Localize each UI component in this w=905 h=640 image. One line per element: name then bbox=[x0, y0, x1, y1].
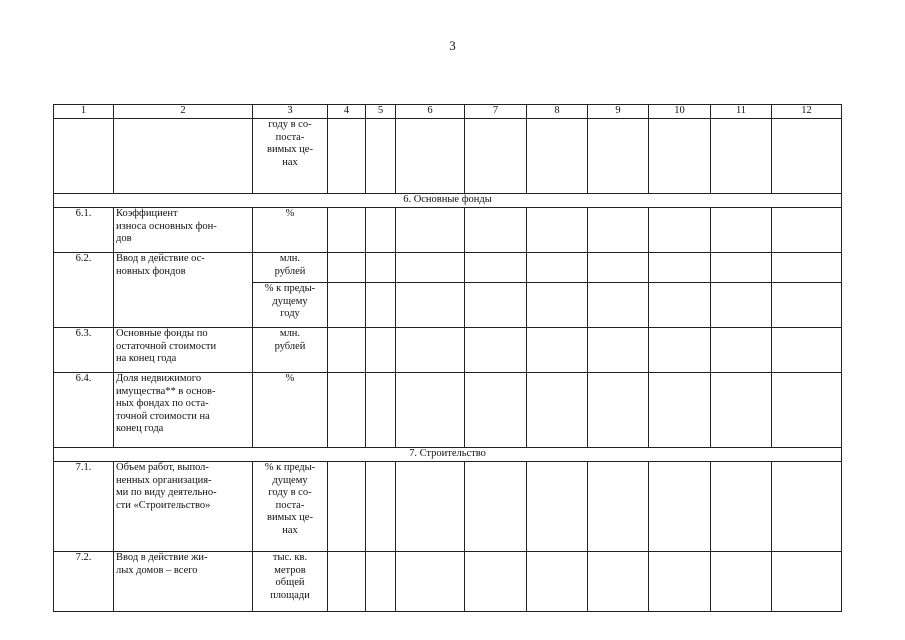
value-cell bbox=[366, 328, 396, 373]
indicator-name: Ввод в действие ос- новных фондов bbox=[114, 253, 253, 328]
value-cell bbox=[396, 373, 465, 448]
value-cell bbox=[366, 283, 396, 328]
value-cell bbox=[711, 462, 772, 552]
column-header: 9 bbox=[588, 105, 649, 119]
value-cell bbox=[465, 462, 527, 552]
value-cell bbox=[772, 253, 842, 283]
value-cell bbox=[711, 208, 772, 253]
value-cell bbox=[465, 552, 527, 612]
value-cell bbox=[649, 373, 711, 448]
column-header: 2 bbox=[114, 105, 253, 119]
row-number: 7.1. bbox=[54, 462, 114, 552]
value-cell bbox=[772, 119, 842, 194]
value-cell bbox=[711, 283, 772, 328]
value-cell bbox=[328, 119, 366, 194]
value-cell bbox=[588, 283, 649, 328]
column-header: 3 bbox=[253, 105, 328, 119]
value-cell bbox=[366, 119, 396, 194]
value-cell bbox=[366, 552, 396, 612]
value-cell bbox=[588, 373, 649, 448]
value-cell bbox=[366, 462, 396, 552]
value-cell bbox=[366, 373, 396, 448]
unit-of-measure: % к преды- дущему году в со- поста- вимых це- нах bbox=[253, 462, 328, 552]
row-number: 6.1. bbox=[54, 208, 114, 253]
value-cell bbox=[649, 119, 711, 194]
indicator-name: Основные фонды по остаточной стоимости на конец года bbox=[114, 328, 253, 373]
value-cell bbox=[527, 373, 588, 448]
row-number: 6.2. bbox=[54, 253, 114, 328]
value-cell bbox=[772, 462, 842, 552]
value-cell bbox=[588, 253, 649, 283]
value-cell bbox=[772, 283, 842, 328]
value-cell bbox=[396, 119, 465, 194]
indicator-name: Ввод в действие жи- лых домов – всего bbox=[114, 552, 253, 612]
column-header: 7 bbox=[465, 105, 527, 119]
value-cell bbox=[527, 328, 588, 373]
value-cell bbox=[527, 462, 588, 552]
column-header: 6 bbox=[396, 105, 465, 119]
value-cell bbox=[465, 253, 527, 283]
row-number bbox=[54, 119, 114, 194]
value-cell bbox=[649, 253, 711, 283]
row-number: 6.4. bbox=[54, 373, 114, 448]
column-header: 8 bbox=[527, 105, 588, 119]
row-number: 7.2. bbox=[54, 552, 114, 612]
value-cell bbox=[527, 119, 588, 194]
value-cell bbox=[527, 253, 588, 283]
value-cell bbox=[527, 283, 588, 328]
value-cell bbox=[328, 283, 366, 328]
row-number: 6.3. bbox=[54, 328, 114, 373]
value-cell bbox=[328, 253, 366, 283]
value-cell bbox=[588, 552, 649, 612]
column-header: 11 bbox=[711, 105, 772, 119]
unit-of-measure: млн. рублей bbox=[253, 253, 328, 283]
value-cell bbox=[465, 119, 527, 194]
value-cell bbox=[527, 552, 588, 612]
value-cell bbox=[711, 552, 772, 612]
column-header: 12 bbox=[772, 105, 842, 119]
unit-of-measure: % bbox=[253, 373, 328, 448]
table-row bbox=[54, 462, 842, 552]
value-cell bbox=[465, 208, 527, 253]
value-cell bbox=[649, 283, 711, 328]
value-cell bbox=[396, 208, 465, 253]
value-cell bbox=[711, 373, 772, 448]
value-cell bbox=[649, 552, 711, 612]
value-cell bbox=[396, 283, 465, 328]
section-title: 6. Основные фонды bbox=[54, 194, 842, 208]
value-cell bbox=[588, 328, 649, 373]
value-cell bbox=[396, 462, 465, 552]
value-cell bbox=[772, 208, 842, 253]
indicator-name bbox=[114, 119, 253, 194]
table-row bbox=[54, 552, 842, 612]
table-row bbox=[54, 253, 842, 283]
table-row bbox=[54, 328, 842, 373]
value-cell bbox=[328, 208, 366, 253]
table-row bbox=[54, 208, 842, 253]
value-cell bbox=[711, 253, 772, 283]
value-cell bbox=[366, 253, 396, 283]
table-row bbox=[54, 373, 842, 448]
value-cell bbox=[465, 283, 527, 328]
indicator-table bbox=[53, 104, 842, 612]
unit-of-measure: млн. рублей bbox=[253, 328, 328, 373]
value-cell bbox=[772, 328, 842, 373]
value-cell bbox=[328, 373, 366, 448]
column-header: 5 bbox=[366, 105, 396, 119]
value-cell bbox=[649, 208, 711, 253]
column-header: 1 bbox=[54, 105, 114, 119]
page-number: 3 bbox=[449, 38, 456, 53]
table-row bbox=[54, 119, 842, 194]
value-cell bbox=[772, 552, 842, 612]
value-cell bbox=[396, 328, 465, 373]
value-cell bbox=[527, 208, 588, 253]
value-cell bbox=[649, 328, 711, 373]
value-cell bbox=[711, 119, 772, 194]
value-cell bbox=[465, 373, 527, 448]
unit-of-measure: году в со- поста- вимых це- нах bbox=[253, 119, 328, 194]
indicator-name: Объем работ, выпол- ненных организация- ми по виду деятельно- сти «Строительство» bbox=[114, 462, 253, 552]
value-cell bbox=[588, 208, 649, 253]
value-cell bbox=[328, 462, 366, 552]
value-cell bbox=[328, 328, 366, 373]
section-title: 7. Строительство bbox=[54, 448, 842, 462]
indicator-name: Доля недвижимого имущества** в основ- ных фондах по оста- точной стоимости на конец года bbox=[114, 373, 253, 448]
indicator-name: Коэффициент износа основных фон- дов bbox=[114, 208, 253, 253]
value-cell bbox=[396, 552, 465, 612]
value-cell bbox=[328, 552, 366, 612]
value-cell bbox=[366, 208, 396, 253]
section-row bbox=[54, 194, 842, 208]
value-cell bbox=[465, 328, 527, 373]
value-cell bbox=[588, 462, 649, 552]
value-cell bbox=[649, 462, 711, 552]
column-header: 4 bbox=[328, 105, 366, 119]
value-cell bbox=[396, 253, 465, 283]
value-cell bbox=[772, 373, 842, 448]
value-cell bbox=[711, 328, 772, 373]
value-cell bbox=[588, 119, 649, 194]
column-header: 10 bbox=[649, 105, 711, 119]
column-header-row bbox=[54, 105, 842, 119]
unit-of-measure: % bbox=[253, 208, 328, 253]
unit-of-measure: % к преды- дущему году bbox=[253, 283, 328, 328]
unit-of-measure: тыс. кв. метров общей площади bbox=[253, 552, 328, 612]
section-row bbox=[54, 448, 842, 462]
